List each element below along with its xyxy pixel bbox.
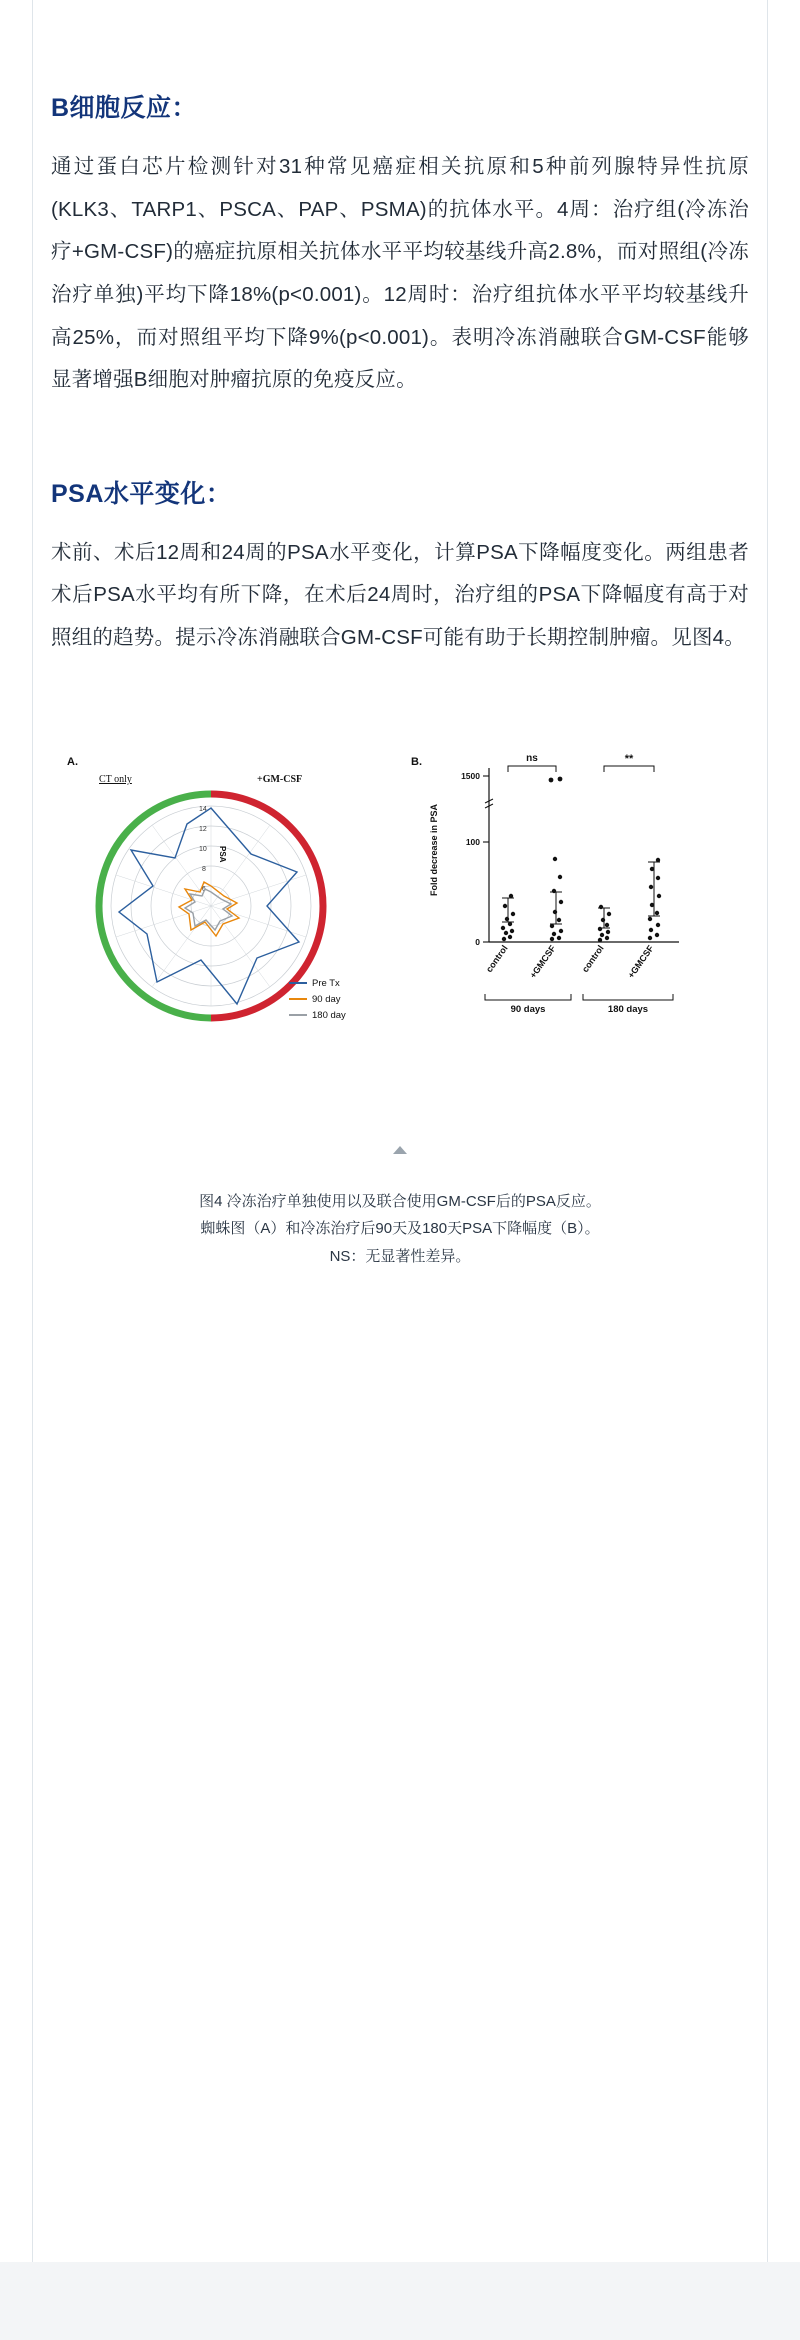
svg-text:control: control: [483, 943, 510, 974]
panel-b-sig-ns: ns: [526, 752, 538, 764]
svg-text:control: control: [579, 943, 606, 974]
figure-4: [51, 746, 749, 1271]
group-gmcsf-180: [648, 857, 661, 939]
svg-text:6: 6: [202, 885, 206, 893]
svg-text:+GMCSF: +GMCSF: [625, 943, 656, 980]
section-title-b-cell: B细胞反应：: [51, 94, 198, 122]
figure-caption-line-3: NS：无显著性差异。: [329, 1248, 471, 1266]
panel-b-label: B.: [411, 755, 422, 768]
figure-caption-line-1: 图4 冷冻治疗单独使用以及联合使用GM-CSF后的PSA反应。: [199, 1192, 601, 1210]
svg-text:90 days: 90 days: [510, 1003, 546, 1015]
svg-text:8: 8: [202, 865, 206, 873]
legend-item-180-day: [289, 1010, 346, 1021]
section-body-psa: 术前、术后12周和24周的PSA水平变化，计算PSA下降幅度变化。两组患者术后PSA水平均有所下降，在术后24周时，治疗组的PSA下降幅度有高于对照组的趋势。提示冷冻消融联合GM-CSF可能有助于长期控制肿瘤。见图4。: [51, 540, 749, 649]
legend-label-180-day: 180 day: [312, 1009, 346, 1021]
panel-a-spider-chart: [61, 746, 391, 1086]
panel-b-sig-brackets: [508, 766, 654, 772]
svg-text:0: 0: [475, 936, 480, 947]
article-content: [33, 0, 767, 2340]
panel-a-label: A.: [67, 755, 78, 768]
section-body-b-cell: 通过蛋白芯片检测针对31种常见癌症相关抗原和5种前列腺特异性抗原(KLK3、TARP1、PSCA、PAP、PSMA)的抗体水平。4周：治疗组(冷冻治疗+GM-CSF)的癌症抗原相关抗体水平平均较基线升高2.8%，而对照组(冷冻治疗单独)平均下降18%(p<0.001)。12周时：治疗组抗体水平平均较基线升高25%，而对照组平均下降9%(p<0.001)。表明冷冻消融联合GM-CSF能够显著增强B细胞对肿瘤抗原的免疫反应。: [51, 155, 749, 392]
panel-a-arc-label-right: +GM-CSF: [257, 773, 303, 785]
panel-b-group-labels: [484, 943, 656, 980]
group-control-180: [598, 904, 611, 941]
svg-text:+GMCSF: +GMCSF: [527, 943, 558, 980]
radar-spokes: [116, 806, 306, 1006]
svg-text:1500: 1500: [461, 770, 480, 781]
svg-text:12: 12: [199, 825, 207, 833]
panel-b-svg: [411, 746, 741, 1086]
group-gmcsf-90: [549, 776, 564, 941]
panel-b-sig-stars: **: [624, 752, 634, 765]
series-pre-tx: [119, 805, 299, 1004]
legend-item-90-day: [289, 994, 346, 1005]
panel-b-group-bracket-labels: [511, 1004, 649, 1015]
bottom-band: [0, 2262, 800, 2340]
collapse-arrow-icon[interactable]: [393, 1146, 407, 1154]
group-control-90: [501, 893, 515, 940]
svg-text:100: 100: [465, 836, 480, 847]
svg-text:180 days: 180 days: [607, 1003, 649, 1015]
figure-caption: [51, 1188, 749, 1271]
svg-text:14: 14: [199, 805, 207, 813]
radar-tick-labels: [199, 806, 207, 893]
panel-b-group-brackets: [485, 994, 673, 1000]
panel-b-dot-plot: [411, 746, 741, 1086]
legend-swatch-90-day: [289, 998, 307, 1001]
legend-label-pre-tx: Pre Tx: [312, 977, 340, 989]
panel-a-arc-label-left: CT only: [99, 773, 132, 785]
legend-label-90-day: 90 day: [312, 993, 341, 1005]
panel-a-svg: [61, 746, 391, 1086]
panel-b-y-label: Fold decrease in PSA: [429, 803, 439, 896]
section-title-psa: PSA水平变化：: [51, 479, 232, 508]
legend-swatch-pre-tx: [289, 982, 307, 985]
radar-axis-title: PSA: [218, 845, 227, 863]
figure-panels: [51, 746, 751, 1146]
legend-item-pre-tx: [289, 978, 346, 989]
panel-b-y-tick-labels: [461, 771, 480, 947]
panel-a-legend: [289, 978, 346, 1026]
figure-caption-line-2: 蜘蛛图（A）和冷冻治疗后90天及180天PSA下降幅度（B）。: [200, 1220, 600, 1238]
legend-swatch-180-day: [289, 1014, 307, 1017]
svg-text:10: 10: [199, 845, 207, 853]
right-rule: [767, 0, 768, 2340]
